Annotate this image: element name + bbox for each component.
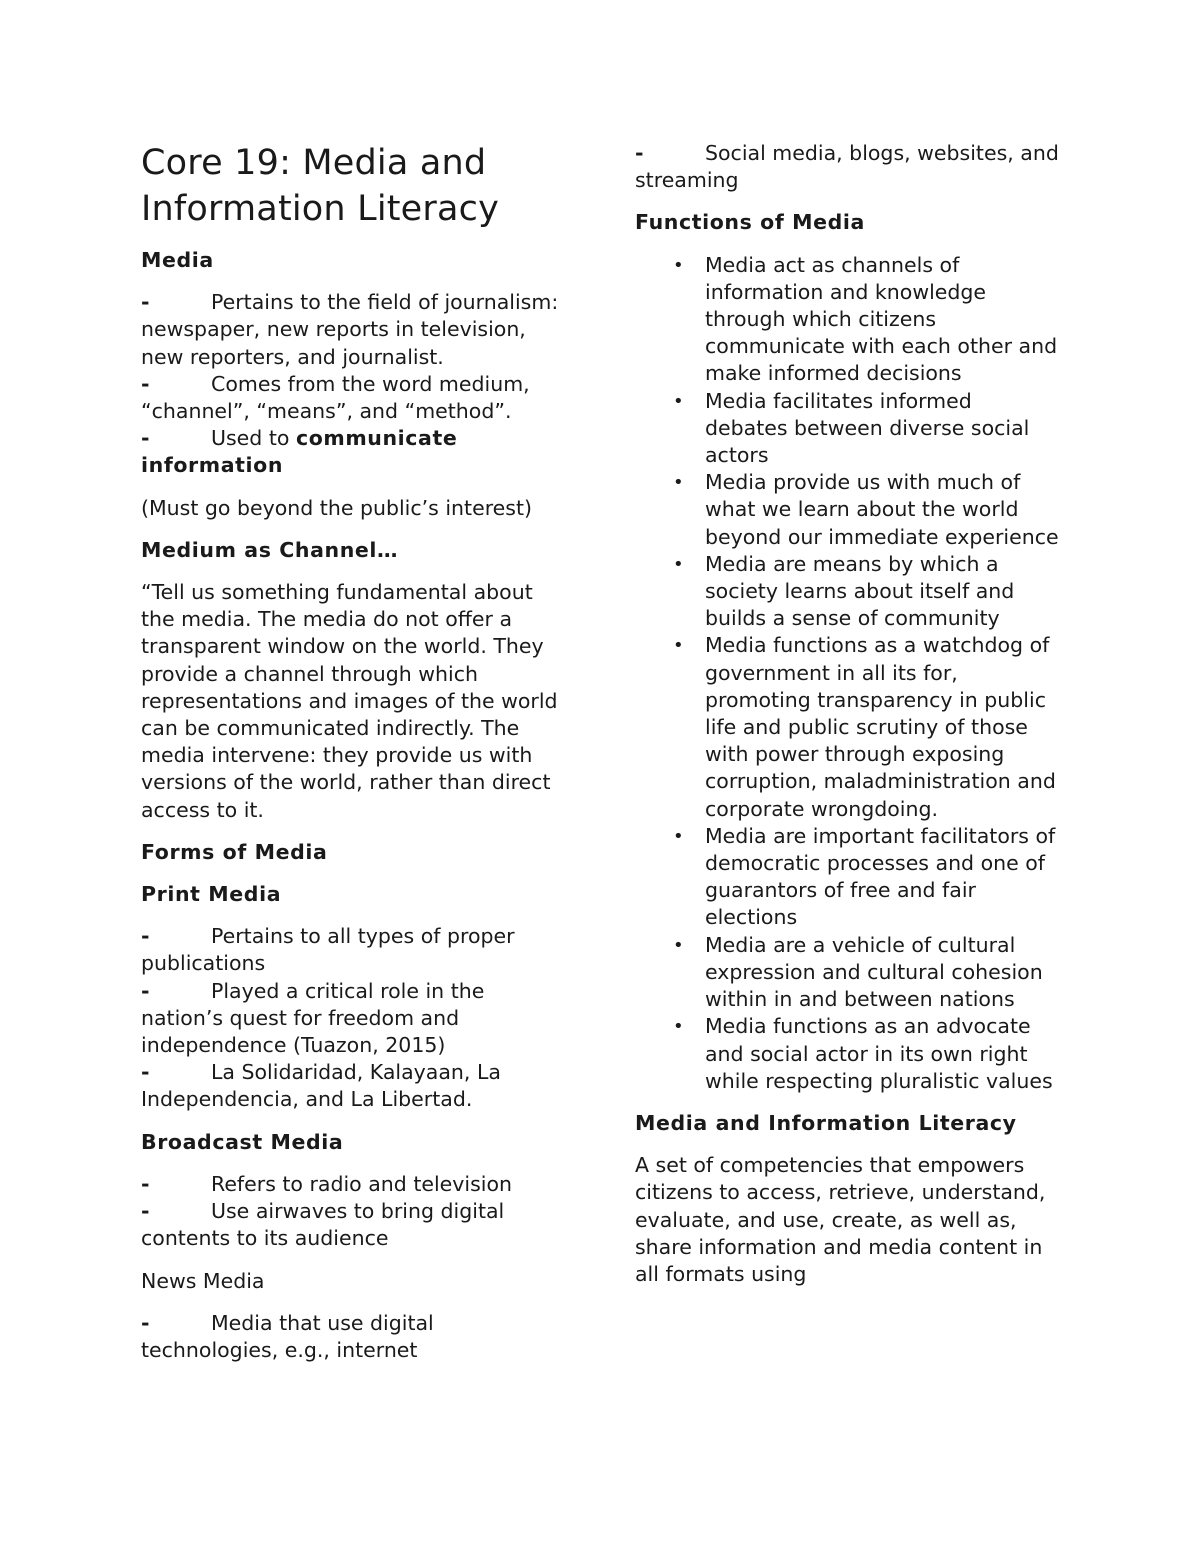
dash-marker: - (635, 141, 644, 165)
list-item (635, 932, 1060, 1014)
dash-marker: - (141, 1060, 150, 1085)
list-item-text: Pertains to the field of journalism: newspaper, new reports in television, new reporters, and journalist. (141, 290, 559, 369)
list-item (635, 823, 1060, 932)
dash-marker: - (141, 290, 150, 315)
bullet-marker: • (673, 553, 684, 575)
document-title: Core 19: Media and Information Literacy (141, 143, 499, 229)
medium-channel-quote: “Tell us something fundamental about the media. The media do not offer a transparent window on the world. They provide a channel through which representations and images of the world can be communicated indirectly. The media intervene: they provide us with versions of the world, rather than direct access to it. (141, 580, 558, 822)
list-item (141, 1198, 571, 1252)
list-item (141, 371, 571, 425)
dash-marker: - (141, 426, 150, 451)
right-column (635, 140, 1060, 1303)
list-item-text: Media provide us with much of what we learn about the world beyond our immediate experience (705, 470, 1059, 549)
list-item (141, 978, 571, 1060)
left-column (141, 140, 571, 1379)
list-item-text: Media functions as a watchdog of government in all its for, promoting transparency in public life and public scrutiny of those with power through exposing corruption, maladministration and corporate wrongdoing. (705, 633, 1056, 821)
list-item-text: Media are means by which a society learns about itself and builds a sense of community (705, 551, 1015, 631)
bullet-marker: • (673, 472, 684, 494)
media-heading: Media (141, 248, 214, 272)
print-media-list (141, 923, 571, 1113)
list-item-text: Social media, blogs, websites, and streaming (635, 141, 1059, 193)
bullet-marker: • (673, 1016, 684, 1038)
dash-marker: - (141, 1199, 150, 1224)
list-item (141, 1310, 571, 1364)
list-item (141, 1059, 571, 1113)
list-item-text: Comes from the word medium, “channel”, “means”, and “method”. (141, 371, 530, 424)
list-item-text: Played a critical role in the nation’s quest for freedom and independence (Tuazon, 2015) (141, 978, 485, 1058)
print-media-heading: Print Media (141, 882, 282, 907)
list-item-text: Media functions as an advocate and social actor in its own right while respecting pluralistic values (705, 1014, 1053, 1093)
list-item-text: Media are a vehicle of cultural expression and cultural cohesion within in and between nations (705, 932, 1043, 1012)
bullet-marker: • (673, 635, 684, 657)
media-note: (Must go beyond the public’s interest) (141, 495, 533, 520)
list-item-text: Use airwaves to bring digital contents to its audience (141, 1199, 505, 1251)
list-item (141, 923, 571, 977)
list-item-text: Media facilitates informed debates between diverse social actors (705, 388, 1030, 468)
list-item-text: Used to (211, 426, 296, 451)
dash-marker: - (141, 924, 150, 949)
list-item (635, 252, 1060, 388)
list-item (141, 289, 571, 371)
mil-definition: A set of competencies that empowers citizens to access, retrieve, understand, evaluate, and use, create, as well as, share information and media content in all formats using (635, 1153, 1046, 1286)
news-media-list (141, 1310, 571, 1364)
bullet-marker: • (673, 825, 684, 847)
broadcast-media-list (141, 1171, 571, 1253)
list-item-text: Media that use digital technologies, e.g., internet (141, 1310, 434, 1362)
list-item (635, 551, 1060, 633)
functions-list (635, 252, 1060, 1095)
list-item-text: Media act as channels of information and knowledge through which citizens communicate with each other and make informed decisions (705, 252, 1058, 386)
bullet-marker: • (673, 254, 684, 276)
list-item (141, 1171, 571, 1198)
forms-of-media-heading: Forms of Media (141, 839, 328, 864)
medium-channel-heading: Medium as Channel… (141, 537, 399, 562)
list-item (635, 140, 1060, 194)
bullet-marker: • (673, 934, 684, 956)
list-item-text: Refers to radio and television (211, 1171, 513, 1196)
list-item (141, 425, 571, 479)
news-media-heading: News Media (141, 1268, 265, 1293)
list-item (635, 469, 1060, 551)
list-item-text: Pertains to all types of proper publications (141, 924, 515, 976)
dash-marker: - (141, 371, 150, 396)
broadcast-media-heading: Broadcast Media (141, 1129, 344, 1154)
bullet-marker: • (673, 390, 684, 412)
media-list (141, 289, 571, 479)
functions-heading: Functions of Media (635, 210, 865, 235)
list-item-bold-text: communicate information (141, 426, 458, 478)
dash-marker: - (141, 978, 150, 1003)
mil-heading: Media and Information Literacy (635, 1110, 1017, 1135)
list-item (635, 1013, 1060, 1095)
list-item-text: Media are important facilitators of democratic processes and one of guarantors of free and fair elections (705, 823, 1056, 930)
list-item (635, 632, 1060, 822)
dash-marker: - (141, 1171, 150, 1196)
list-item-text: La Solidaridad, Kalayaan, La Independencia, and La Libertad. (141, 1060, 501, 1112)
list-item (635, 388, 1060, 470)
news-media-list-continued (635, 140, 1060, 194)
dash-marker: - (141, 1310, 150, 1335)
